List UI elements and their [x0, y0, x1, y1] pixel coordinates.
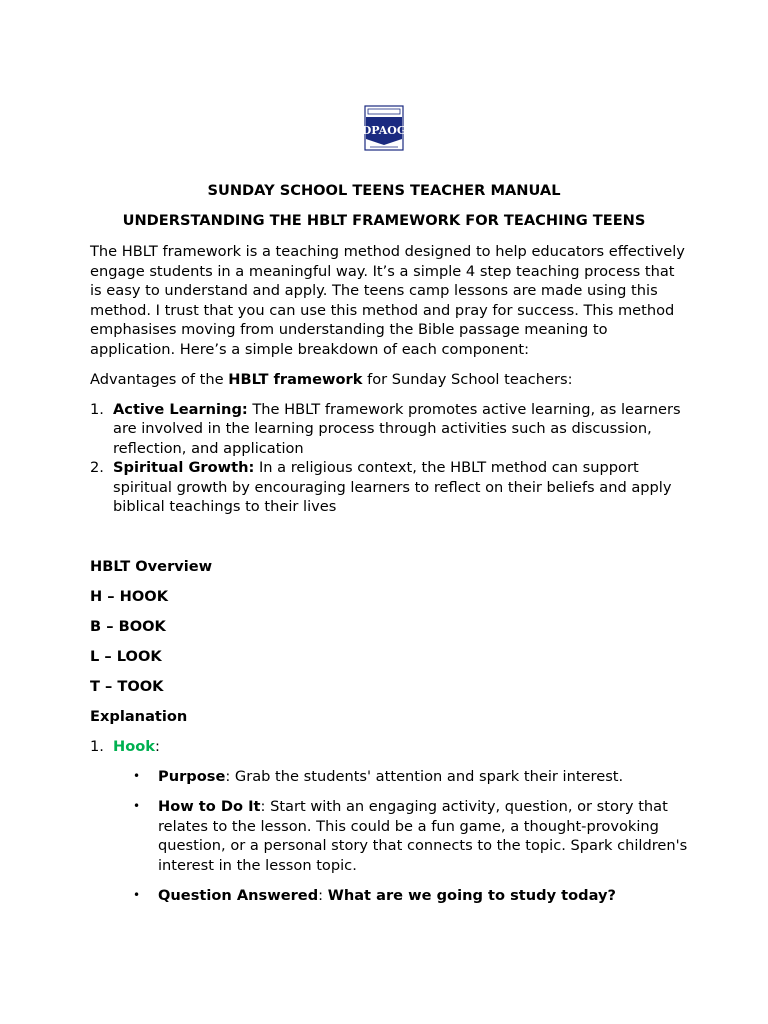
bullet-icon: • [133, 769, 141, 783]
overview-heading: HBLT Overview [90, 558, 213, 575]
list-item-label: Active Learning: [113, 400, 248, 418]
list-number: 1. [90, 738, 104, 755]
bullet-text: : Grab the students' attention and spark their interest. [225, 768, 624, 785]
list-item [90, 400, 690, 459]
explanation-heading: Explanation [90, 708, 188, 725]
bullet-text: : [318, 886, 328, 904]
hook-item: 1. Hook: [90, 738, 160, 755]
bullet-label: How to Do It [158, 798, 261, 815]
document-body [90, 242, 690, 916]
hook-bullets [90, 767, 690, 905]
list-item-label: Spiritual Growth: [113, 459, 255, 476]
bullet-label: Question Answered [158, 886, 319, 904]
advantages-lead: Advantages of the HBLT framework for Sunday School teachers: [90, 370, 573, 388]
list-item-text: In a religious context, the HBLT method can support spiritual growth by encouraging learners to reflect on their beliefs and apply biblical teachings to their lives [113, 459, 672, 515]
overview-step: T – TOOK [90, 678, 164, 695]
bullet-text: : Start with an engaging activity, question, or story that relates to the lesson. This could be a fun game, a thought-provoking question, or a personal story that connects to the topic. Spark children's interest in the lesson topic. [158, 798, 688, 874]
list-number: 1. [90, 400, 104, 418]
overview-step: H – HOOK [90, 588, 169, 605]
bullet-item [90, 797, 690, 875]
bullet-bold-tail: What are we going to study today? [327, 886, 616, 904]
list-number: 2. [90, 459, 104, 476]
bullet-icon: • [133, 887, 141, 902]
page-title: SUNDAY SCHOOL TEENS TEACHER MANUAL [207, 182, 561, 199]
dpaog-logo-icon [362, 103, 406, 153]
overview-step: L – LOOK [90, 648, 162, 665]
intro-paragraph: The HBLT framework is a teaching method designed to help educators effectively engage students in a meaningful way. It’s a simple 4 step teaching process that is easy to understand and apply. The teens camp lessons are made using this method. I trust that you can use this method and pray for success. This method emphasises moving from understanding the Bible passage meaning to application. Here’s a simple breakdown of each component: [90, 243, 685, 358]
list-item-text: The HBLT framework promotes active learning, as learners are involved in the learning process through activities such as discussion, reflection, and application [113, 400, 681, 457]
logo-text: DPAOG [362, 124, 406, 137]
overview-step: B – BOOK [90, 618, 166, 635]
list-item [90, 458, 690, 517]
hook-label: Hook [113, 738, 155, 755]
advantages-lead-bold: HBLT framework [228, 370, 363, 388]
page-subtitle: UNDERSTANDING THE HBLT FRAMEWORK FOR TEACHING TEENS [122, 212, 646, 229]
bullet-item [90, 767, 690, 787]
bullet-item [90, 886, 690, 906]
bullet-icon: • [133, 799, 141, 813]
advantages-list [90, 400, 690, 517]
bullet-label: Purpose [158, 768, 226, 785]
